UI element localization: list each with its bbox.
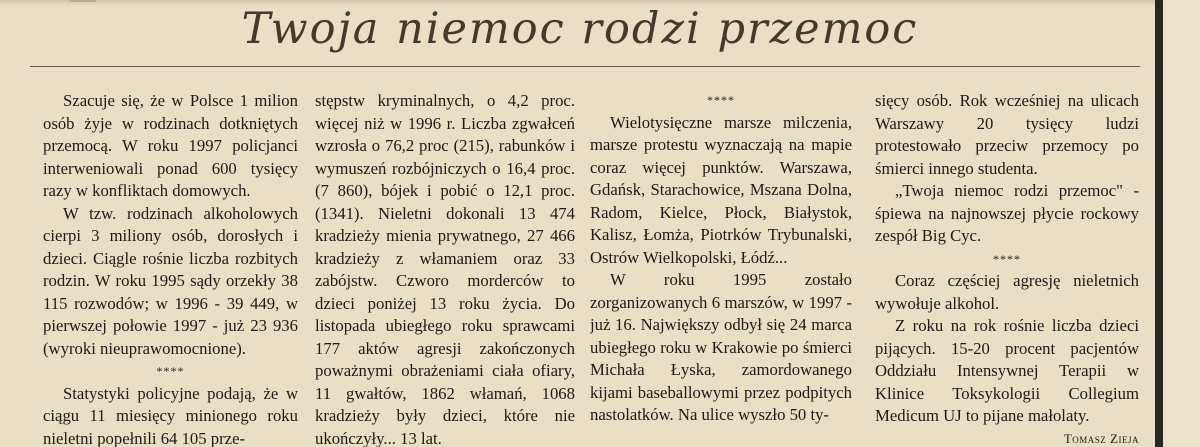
column-4 xyxy=(875,90,1139,447)
article-headline: Twoja niemoc rodzi przemoc xyxy=(241,4,919,54)
headline-rule xyxy=(30,66,1140,67)
paragraph: „Twoja niemoc rodzi przemoc" - śpiewa na najnowszej płycie rockowy zespół Big Cyc. xyxy=(875,181,1139,245)
paragraph: Statystyki policyjne podają, że w ciągu 11 miesięcy minionego roku nieletni popełnili 64 105 prze- xyxy=(43,383,298,447)
column-2 xyxy=(315,90,575,447)
article-byline: Tomasz Zieja xyxy=(1063,430,1139,446)
paragraph: stępstw kryminalnych, o 4,2 proc. więcej niż w 1996 r. Liczba zgwałceń wzrosła o 76,2 proc (215), rabunków i wymuszeń rozbójniczych o 16,4 proc. (7 860), bójek i pobić o 12,1 proc. (1341). Nieletni dokonali 13 474 kradzieży mienia prywatnego, 27 466 kradzieży z włamaniem oraz 33 zabójstw. Czworo morderców to dzieci poniżej 13 roku życia. Do listopada ubiegłego roku sprawcami 177 aktów agresji zakończonych poważnymi obrażeniami ciała ofiary, 11 gwałtów, 1862 włamań, 1068 kradzieży były dzieci, które nie ukończyły... 13 lat. xyxy=(315,91,575,447)
paragraph: sięcy osób. Rok wcześniej na ulicach Warszawy 20 tysięcy ludzi protestowało przeciw przemocy po śmierci innego studenta. xyxy=(875,91,1139,178)
paragraph: Coraz częściej agresję nieletnich wywołuje alkohol. xyxy=(875,271,1139,313)
section-separator: **** xyxy=(993,251,1021,266)
adjacent-page-strip xyxy=(1163,0,1200,447)
column-3 xyxy=(590,90,852,447)
paragraph: Wielotysięczne marsze milczenia, marsze protestu wyznaczają na mapie coraz więcej punktów. Warszawa, Gdańsk, Starachowice, Mszana Dolna, Radom, Kielce, Płock, Białystok, Kalisz, Łomża, Piotrków Trybunalski, Ostrów Wielkopolski, Łódź... xyxy=(590,112,852,267)
section-separator: **** xyxy=(156,364,185,378)
paragraph: Z roku na rok rośnie liczba dzieci pijących. 15-20 procent pacjentów Oddziału Intensywnej Terapii w Klinice Toksykologii Collegium Medicum UJ to pijane małolaty. xyxy=(875,316,1139,425)
column-1 xyxy=(43,90,298,447)
paragraph: Szacuje się, że w Polsce 1 milion osób żyje w rodzinach dotkniętych przemocą. W roku 1997 policjanci interweniowali ponad 600 tysięcy razy w konfliktach domowych. xyxy=(43,91,298,200)
paragraph: W roku 1995 zostało zorganizowanych 6 marszów, w 1997 - już 16. Największy odbył się 24 marca ubiegłego roku w Krakowie po śmierci Michała Łyska, zamordowanego kijami baseballowymi przez podpitych nastolatków. Na ulice wyszło 50 ty- xyxy=(590,270,852,424)
paragraph: W tzw. rodzinach alkoholowych cierpi 3 miliony osób, dorosłych i dzieci. Ciągle rośnie liczba rozbitych rodzin. W roku 1995 sądy orzekły 38 115 rozwodów; w 1996 - 39 449, w pierwszej połowie 1997 - już 23 936 (wyroki nieuprawomocnione). xyxy=(43,203,298,358)
section-separator: **** xyxy=(707,93,735,107)
page-edge xyxy=(1155,0,1163,447)
